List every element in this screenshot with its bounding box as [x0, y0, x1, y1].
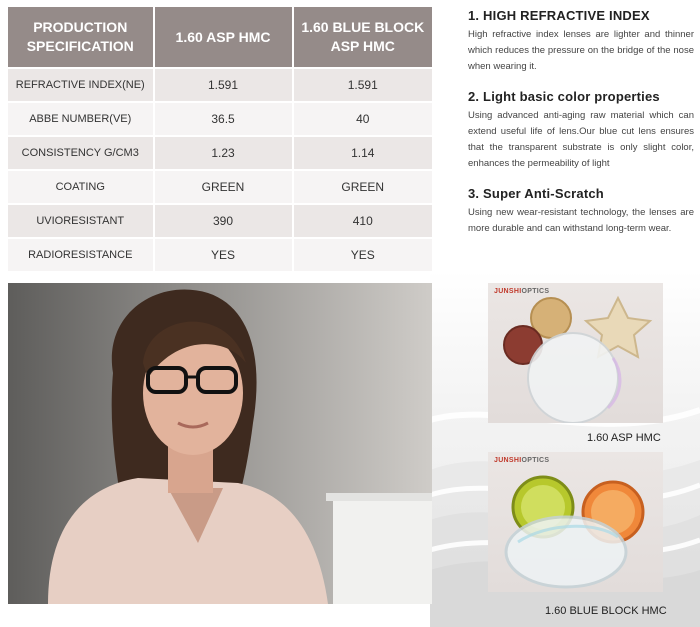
row-value-blue: 1.591 [294, 67, 432, 101]
row-value-asp: 390 [155, 203, 294, 237]
row-value-blue: 40 [294, 101, 432, 135]
feature-title: 1. HIGH REFRACTIVE INDEX [468, 8, 650, 23]
row-value-blue: GREEN [294, 169, 432, 203]
row-value-asp: 36.5 [155, 101, 294, 135]
row-value-asp: 1.591 [155, 67, 294, 101]
row-label: REFRACTIVE INDEX(NE) [8, 67, 155, 101]
specification-table [8, 7, 432, 271]
table-row [8, 135, 432, 169]
product-caption: 1.60 ASP HMC [587, 432, 661, 444]
brand-logo: JUNSHIOPTICS [494, 457, 550, 464]
feature-body: Using advanced anti-aging raw material which can extend useful life of lens.Our blue cut lens ensures that the transparent substrate is only slight color, enhances the permeability of light [468, 110, 694, 169]
row-label: RADIORESISTANCE [8, 237, 155, 271]
product-caption: 1.60 BLUE BLOCK HMC [545, 605, 667, 617]
row-label: COATING [8, 169, 155, 203]
row-value-asp: 1.23 [155, 135, 294, 169]
brand-logo: JUNSHIOPTICS [494, 288, 550, 295]
row-label: UVIORESISTANT [8, 203, 155, 237]
lens-product-image [488, 283, 663, 423]
row-value-blue: YES [294, 237, 432, 271]
row-value-blue: 410 [294, 203, 432, 237]
product-card-blue-block [488, 452, 663, 592]
woman-with-glasses-photo [8, 283, 432, 604]
product-card-asp-hmc [488, 283, 663, 423]
row-label: ABBE NUMBER(VE) [8, 101, 155, 135]
table-row [8, 67, 432, 101]
feature-body: Using new wear-resistant technology, the lenses are more durable and can withstand long-term wear. [468, 207, 694, 234]
row-value-blue: 1.14 [294, 135, 432, 169]
row-value-asp: GREEN [155, 169, 294, 203]
row-label: CONSISTENCY G/CM3 [8, 135, 155, 169]
row-value-asp: YES [155, 237, 294, 271]
feature-body: High refractive index lenses are lighter and thinner which reduces the pressure on the bridge of the nose when wearing it. [468, 29, 694, 72]
table-row [8, 237, 432, 271]
table-row [8, 169, 432, 203]
table-row [8, 203, 432, 237]
feature-title: 3. Super Anti-Scratch [468, 186, 604, 201]
lens-product-image [488, 452, 663, 592]
table-header-row [8, 7, 432, 67]
table-row [8, 101, 432, 135]
header-asp-hmc: 1.60 ASP HMC [155, 7, 294, 67]
header-spec: PRODUCTION SPECIFICATION [8, 7, 155, 67]
feature-title: 2. Light basic color properties [468, 89, 660, 104]
feature-list [468, 8, 694, 247]
header-blue-block: 1.60 BLUE BLOCK ASP HMC [294, 7, 432, 67]
